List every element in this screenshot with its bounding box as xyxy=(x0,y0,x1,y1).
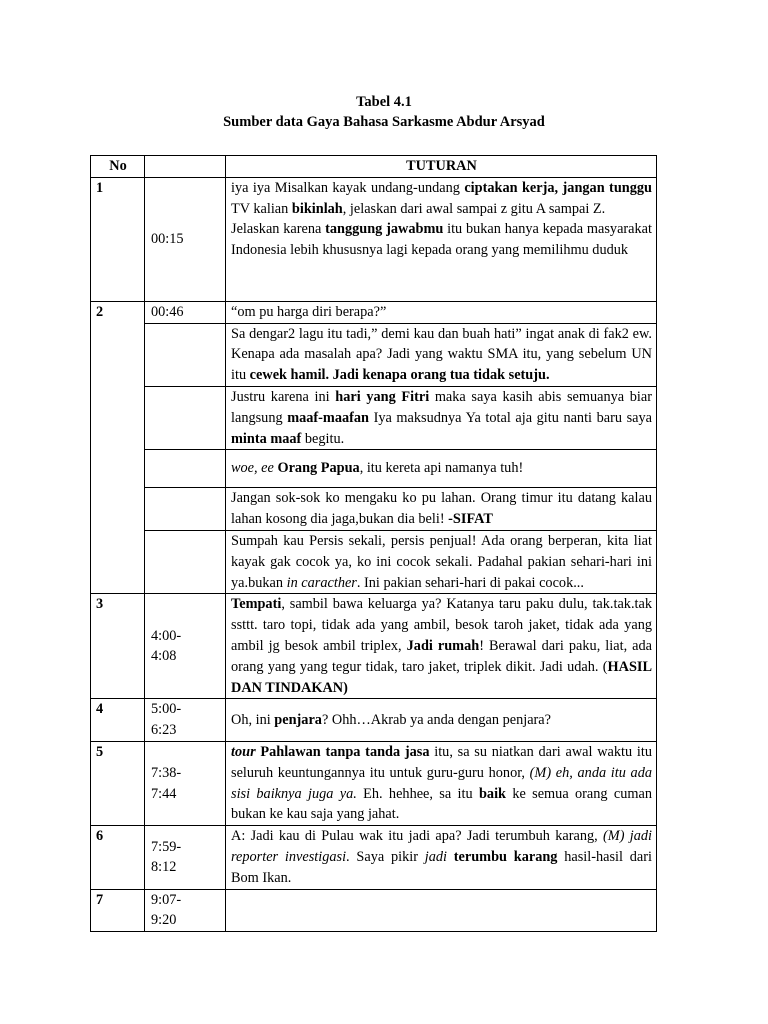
utterance-cell xyxy=(226,530,657,593)
utterance-cell xyxy=(226,386,657,449)
table-row xyxy=(91,301,657,323)
table-body xyxy=(91,177,657,931)
row-timestamp: 5:00- 6:23 xyxy=(145,699,226,742)
emphasis-text: woe, ee xyxy=(231,460,274,477)
table-row xyxy=(91,488,657,531)
row-number: 7 xyxy=(91,889,145,932)
row-number: 2 xyxy=(91,301,145,594)
emphasis-text: terumbu karang xyxy=(453,848,558,865)
row-number: 1 xyxy=(91,177,145,301)
table-row xyxy=(91,699,657,742)
utterance-text: iya iya Misalkan kayak undang-undang xyxy=(231,179,465,196)
utterance-text: . Ini pakian sehari-hari di pakai cocok... xyxy=(356,574,584,591)
empty-time-cell xyxy=(145,323,226,386)
utterance-cell xyxy=(226,741,657,825)
utterance-text: ! Berawal dari paku, liat, ada orang yang yang tegur tidak, taro jaket, triplek dikit. Jadi udah. ( xyxy=(231,637,653,675)
utterance-cell xyxy=(226,594,657,699)
utterance-cell xyxy=(226,699,657,742)
emphasis-text: hari yang Fitri xyxy=(335,388,430,405)
emphasis-text: minta maaf xyxy=(231,430,302,447)
row-timestamp: 00:46 xyxy=(145,301,226,323)
utterance-text: maka saya kasih abis semuanya biar langsung xyxy=(231,388,652,426)
emphasis-text: jangan tunggu xyxy=(562,179,652,196)
row-number: 5 xyxy=(91,741,145,825)
emphasis-text: Pahlawan tanpa tanda jasa xyxy=(260,743,430,760)
row-number: 4 xyxy=(91,699,145,742)
utterance-text xyxy=(447,849,454,865)
utterance-text: , jelaskan dari awal sampai z gitu A sampai Z. xyxy=(342,200,606,217)
utterance-cell xyxy=(226,301,657,323)
emphasis-text: cewek hamil. Jadi kenapa orang tua tidak setuju. xyxy=(249,367,550,384)
row-timestamp: 4:00- 4:08 xyxy=(145,594,226,699)
utterance-text: Sa dengar2 lagu itu tadi,” demi kau dan buah hati” ingat anak di fak2 ew. Kenapa ada masalah apa? Jadi yang waktu SMA itu, yang sebelum UN itu xyxy=(231,325,652,384)
utterance-text: itu bukan hanya kepada masyarakat Indonesia lebih khususnya lagi kepada orang yang memilihmu duduk xyxy=(231,221,652,259)
emphasis-text: tanggung jawabmu xyxy=(325,221,444,238)
table-row xyxy=(91,530,657,593)
utterance-text: ke semua orang cuman bukan ke kau saja yang jahat. xyxy=(231,785,652,823)
utterance-text: “om pu harga diri berapa?” xyxy=(231,303,387,320)
empty-time-cell xyxy=(145,488,226,531)
utterance-text: . Saya pikir xyxy=(346,848,425,865)
emphasis-text: (M) jadi reporter investigasi xyxy=(231,828,652,865)
header-no: No xyxy=(91,156,145,178)
row-timestamp: 7:38- 7:44 xyxy=(145,741,226,825)
emphasis-text: penjara xyxy=(274,711,322,728)
table-row xyxy=(91,386,657,449)
utterance-cell xyxy=(226,450,657,488)
utterance-text: Iya maksudnya Ya total aja gitu nanti baru saya xyxy=(369,409,652,426)
utterance-table xyxy=(90,155,657,932)
emphasis-text: ciptakan kerja, xyxy=(464,179,559,196)
emphasis-text: maaf-maafan xyxy=(287,409,369,426)
utterance-cell xyxy=(226,889,657,932)
utterance-text: , sambil bawa keluarga ya? Katanya taru paku dulu, tak.tak.tak ssttt. taro topi, tidak ada yang ambil, besok taroh jaket, tidak ada yang ambil jg besok ambil triplex, xyxy=(231,596,652,654)
table-row xyxy=(91,826,657,889)
table-row xyxy=(91,323,657,386)
utterance-cell xyxy=(226,323,657,386)
emphasis-text: (M) eh, anda itu ada sisi baiknya juga ya. xyxy=(231,764,652,802)
utterance-text: Eh. hehhee, sa itu xyxy=(356,785,479,802)
row-timestamp: 00:15 xyxy=(145,177,226,301)
utterance-cell xyxy=(226,826,657,889)
emphasis-text: tour xyxy=(231,743,256,760)
table-row xyxy=(91,594,657,699)
utterance-text: Jangan sok-sok ko mengaku ko pu lahan. Orang timur itu datang kalau lahan kosong dia jaga,bukan dia beli! xyxy=(231,490,652,528)
table-row xyxy=(91,889,657,932)
row-timestamp: 9:07- 9:20 xyxy=(145,889,226,932)
row-timestamp: 7:59- 8:12 xyxy=(145,826,226,889)
empty-time-cell xyxy=(145,450,226,488)
row-number: 6 xyxy=(91,826,145,889)
utterance-text: Oh, ini xyxy=(231,711,275,728)
utterance-text: begitu. xyxy=(301,430,345,447)
emphasis-text: Orang Papua xyxy=(277,460,360,477)
emphasis-text: bikinlah xyxy=(291,200,343,217)
emphasis-text: -SIFAT xyxy=(448,511,493,528)
utterance-text: Justru karena ini xyxy=(231,388,336,405)
table-header-row xyxy=(91,156,657,178)
empty-time-cell xyxy=(145,386,226,449)
emphasis-text: Jadi rumah xyxy=(406,637,480,654)
table-row xyxy=(91,741,657,825)
row-number: 3 xyxy=(91,594,145,699)
table-row xyxy=(91,450,657,488)
empty-time-cell xyxy=(145,530,226,593)
emphasis-text: baik xyxy=(478,785,506,802)
utterance-cell xyxy=(226,488,657,531)
utterance-text: TV kalian xyxy=(231,200,292,217)
table-title: Tabel 4.1 xyxy=(356,94,412,110)
utterance-text: A: Jadi kau di Pulau wak itu jadi apa? Jadi terumbuh karang, xyxy=(231,828,604,845)
emphasis-text: Tempati xyxy=(231,596,282,613)
utterance-text: itu, sa su niatkan dari awal waktu itu seluruh keuntungannya itu untuk guru-guru honor, xyxy=(231,743,652,781)
header-tuturan: TUTURAN xyxy=(226,156,657,178)
utterance-text: hasil-hasil dari Bom Ikan. xyxy=(231,848,652,886)
utterance-text: ? Ohh…Akrab ya anda dengan penjara? xyxy=(321,711,551,728)
utterance-text: Sumpah kau Persis sekali, persis penjual! Ada orang berperan, kita liat kayak gak cocok ya, ko ini cocok sekali. Padahal pakian sehari-hari ini ya.bukan xyxy=(231,532,652,591)
utterance-text: Jelaskan karena xyxy=(231,221,326,238)
utterance-text: , itu kereta api namanya tuh! xyxy=(359,460,524,477)
emphasis-text: HASIL DAN TINDAKAN) xyxy=(231,658,652,696)
table-row xyxy=(91,177,657,301)
table-subtitle: Sumber data Gaya Bahasa Sarkasme Abdur Arsyad xyxy=(223,114,545,130)
utterance-cell xyxy=(226,177,657,301)
header-time xyxy=(145,156,226,178)
emphasis-text: in caracther xyxy=(286,574,357,591)
emphasis-text: jadi xyxy=(424,848,447,865)
